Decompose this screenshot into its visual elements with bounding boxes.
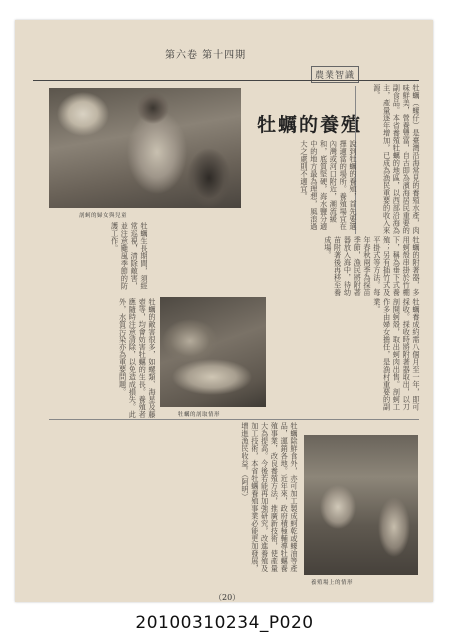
archive-id: 20100310234_P020 xyxy=(135,613,314,633)
document-page xyxy=(15,20,433,602)
photo-oyster-shucking xyxy=(49,88,241,208)
text-column: 牡蠣的敵害很多，如螺類、海星及藤壺等，均會妨害牡蠣的生長。養殖者應隨時注意清除，以免造成損失。此外，水質污染亦為重要問題。 xyxy=(118,298,157,418)
page-number: （20） xyxy=(214,593,241,602)
text-column: 牡蠣（蠔仔）是臺灣沿海常見的養殖水產，肉味鮮美，營養豐富，自古即為濱海居民重要的副食品。本省養殖牡蠣的地區，以西部沿海為主，產量逐年增加，已成為漁民重要的收入來源。 xyxy=(372,84,421,234)
issue-header: 第六卷 第十四期 xyxy=(165,50,247,61)
text-column: 牡蠣養成約需八個月至一年，即可採收。採收時將附著器取出，以刀剖開蚵殼，取出蚵肉出售。剖蚵工作多由婦女擔任，是漁村重要的副業。 xyxy=(372,298,421,411)
photo-caption: 養殖場上的情形 xyxy=(311,580,354,586)
section-divider xyxy=(49,419,419,420)
photo-caption: 剖蚵的婦女與兒童 xyxy=(79,213,128,219)
photo-oyster-opening xyxy=(160,297,266,407)
header-rule xyxy=(33,80,419,81)
photo-oyster-farm xyxy=(304,435,418,575)
text-column: 牡蠣生長期間，須經常巡視，清除敵害，並注意颱風季節的防護工作。 xyxy=(110,222,149,290)
photo-caption: 牡蠣的剖取情形 xyxy=(178,412,221,418)
article-title: 牡蠣的養殖 xyxy=(257,114,363,136)
text-column: 牡蠣除鮮食外，亦可加工製成蚵乾或蠔油等產品，運銷各地。近年來，政府積極輔導牡蠣養殖事業，改良養殖方法，推廣新技術，使產量大為提高。今後若能再加強研究，改進養殖及加工技術，本省牡蠣養殖事業必能更加發展，增進漁民收益。（阿明） xyxy=(241,422,299,572)
column-badge: 農業智識 xyxy=(311,66,359,83)
text-column: 牡蠣的附著器，多用蚵殼串掛於竹棚下，稱為垂下式養殖；另有插竹式及平掛式等方法。每年春秋兩季為採苗季節，漁民將附著器放入海中，待幼苗附著後再移至養成場。 xyxy=(323,236,421,296)
text-column: 說到牡蠣的養殖，首先要選擇適當的場所。養殖場宜在內灣或河口附近，潮流緩和，底質堅硬，海水鹽分適中的地方最為理想，風浪過大之處則不適宜。 xyxy=(300,140,358,230)
